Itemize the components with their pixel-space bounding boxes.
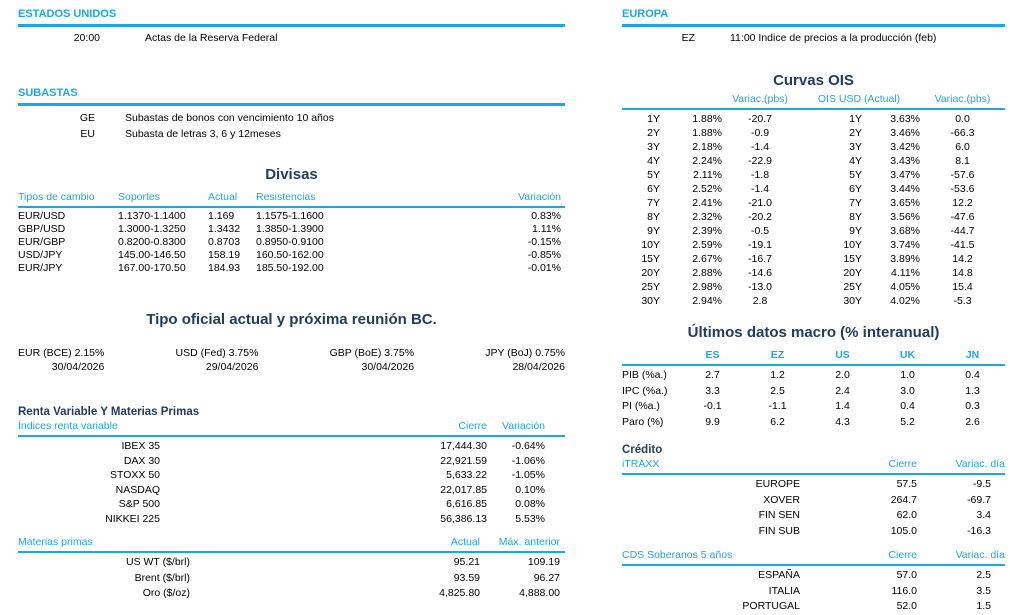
ois-variac-eur: -14.6 — [748, 267, 772, 279]
fx-resistencias: 1.3850-1.3900 — [256, 223, 324, 235]
divisas-row — [18, 236, 565, 249]
header-materias-primas: Materias primas — [18, 536, 93, 548]
fx-soportes: 0.8200-0.8300 — [118, 236, 186, 248]
macro-row — [622, 399, 1005, 415]
itraxx-row — [622, 477, 1005, 493]
ois-table — [622, 93, 1005, 308]
ois-rate-eur: 2.39% — [692, 225, 722, 237]
header-variac-pbs-eur: Variac.(pbs) — [732, 93, 788, 105]
ois-rate-usd: 4.05% — [890, 281, 920, 293]
ois-tenor-usd: 9Y — [849, 225, 862, 237]
ois-variac-eur: -0.5 — [750, 225, 770, 237]
macro-value: 0.4 — [965, 369, 980, 381]
section-title-estados-unidos: ESTADOS UNIDOS — [18, 8, 565, 27]
commodity-max: 4,888.00 — [519, 587, 560, 599]
ois-row — [622, 280, 1005, 294]
index-cierre: 22,921.59 — [440, 454, 487, 467]
ois-variac-eur: -16.7 — [748, 253, 772, 265]
fx-soportes: 1.3000-1.3250 — [118, 223, 186, 235]
ois-variac-usd: 12.2 — [952, 197, 973, 209]
ois-tenor-eur: 3Y — [647, 141, 660, 153]
macro-row — [622, 368, 1005, 384]
macro-value: 1.0 — [900, 369, 915, 381]
index-name: DAX 30 — [123, 454, 160, 467]
itraxx-cierre: 264.7 — [890, 493, 917, 506]
section-title-subastas: SUBASTAS — [18, 87, 565, 106]
ois-tenor-usd: 4Y — [849, 155, 862, 167]
ois-tenor-usd: 1Y — [849, 113, 862, 125]
ois-tenor-eur: 4Y — [647, 155, 660, 167]
credito-section-title: Crédito — [622, 444, 663, 456]
fx-actual: 1.3432 — [208, 223, 241, 235]
ois-variac-usd: -5.3 — [953, 295, 972, 307]
fx-resistencias: 0.8950-0.9100 — [256, 236, 324, 248]
macro-value: 3.3 — [705, 384, 720, 397]
header-us: US — [835, 349, 850, 361]
macro-value: 3.0 — [900, 384, 915, 397]
ois-variac-eur: -1.4 — [750, 141, 770, 153]
index-variacion: -1.05% — [511, 469, 545, 481]
macro-label: IPC (%a.) — [622, 384, 668, 397]
ois-rate-usd: 3.74% — [890, 239, 920, 251]
ois-tenor-eur: 25Y — [641, 281, 660, 293]
index-row — [18, 483, 565, 498]
ois-rate-eur: 2.11% — [693, 169, 722, 181]
cds-variac: 1.5 — [976, 600, 991, 612]
commodity-name: Oro ($/oz) — [142, 587, 190, 599]
header-cierre: Cierre — [888, 458, 917, 470]
ois-tenor-usd: 30Y — [843, 295, 862, 307]
ois-variac-usd: 14.8 — [952, 267, 973, 279]
commodity-max: 109.19 — [527, 556, 560, 568]
divisas-title: Divisas — [265, 166, 318, 183]
ois-rate-usd: 3.43% — [890, 155, 920, 167]
left-column — [18, 8, 565, 602]
commodity-actual: 4,825.80 — [439, 587, 480, 599]
fx-soportes: 167.00-170.50 — [118, 262, 186, 274]
ois-variac-eur: -13.0 — [748, 281, 772, 293]
materias-primas-table — [18, 536, 565, 602]
ois-variac-usd: -66.3 — [950, 127, 975, 139]
ois-variac-eur: -20.2 — [748, 211, 772, 223]
fx-actual: 158.19 — [208, 249, 241, 261]
ois-row — [622, 238, 1005, 252]
index-variacion: 0.10% — [515, 483, 545, 496]
tipo-item-gbp — [330, 346, 414, 374]
index-cierre: 6,616.85 — [446, 498, 487, 510]
tipo-label: JPY (BoJ) 0.75% — [485, 347, 565, 359]
ois-rate-eur: 2.41% — [692, 197, 722, 209]
fx-actual: 1.169 — [208, 210, 235, 222]
commodity-actual: 93.59 — [453, 571, 480, 584]
commodity-row — [18, 571, 565, 587]
ois-row — [622, 126, 1005, 140]
ois-rate-usd: 3.42% — [890, 141, 920, 153]
ois-rate-usd: 3.47% — [890, 169, 920, 181]
index-variacion: -0.64% — [511, 440, 545, 452]
event-text: Actas de la Reserva Federal — [145, 32, 278, 44]
ois-variac-usd: 6.0 — [955, 141, 970, 153]
ois-variac-eur: -21.0 — [748, 197, 772, 209]
cds-variac: 2.5 — [976, 569, 991, 581]
header-variac-dia: Variac. día — [955, 549, 1005, 561]
index-cierre: 22,017.85 — [440, 483, 487, 496]
index-name: NIKKEI 225 — [105, 512, 160, 525]
ois-row — [622, 224, 1005, 238]
index-variacion: -1.06% — [511, 454, 545, 467]
header-resistencias: Resistencias — [256, 191, 316, 203]
ois-tenor-eur: 15Y — [641, 253, 660, 265]
ois-rate-eur: 2.67% — [692, 253, 722, 265]
fx-pair: EUR/GBP — [18, 236, 66, 248]
ois-variac-eur: -19.1 — [748, 239, 772, 251]
header-cds-soberanos: CDS Soberanos 5 años — [622, 549, 733, 561]
cds-name: PORTUGAL — [742, 600, 800, 612]
ois-tenor-eur: 8Y — [647, 211, 660, 223]
itraxx-variac: 3.4 — [976, 509, 991, 521]
tipo-date: 30/04/2026 — [51, 361, 105, 373]
index-name: S&P 500 — [118, 498, 160, 510]
ois-rate-usd: 3.56% — [890, 211, 920, 223]
event-row — [622, 27, 1005, 46]
header-variacion: Variación — [502, 420, 545, 432]
ois-tenor-usd: 7Y — [849, 197, 862, 209]
tipo-oficial-row — [18, 346, 565, 374]
ois-tenor-usd: 10Y — [843, 239, 862, 251]
auction-text: Subastas de bonos con vencimiento 10 años — [125, 112, 334, 124]
divisas-row — [18, 210, 565, 223]
macro-header-row — [622, 349, 1005, 366]
cds-table — [622, 549, 1005, 615]
macro-value: -1.1 — [768, 400, 787, 412]
fx-pair: GBP/USD — [18, 223, 66, 235]
macro-value: 9.9 — [705, 415, 720, 428]
ois-rate-eur: 2.52% — [692, 183, 722, 195]
auction-code: GE — [79, 112, 95, 124]
divisas-row — [18, 249, 565, 262]
index-row — [18, 454, 565, 469]
ois-row — [622, 196, 1005, 210]
header-variac-dia: Variac. día — [955, 458, 1005, 470]
ois-variac-usd: 8.1 — [955, 155, 970, 167]
header-max-anterior: Máx. anterior — [498, 536, 560, 548]
macro-table — [622, 349, 1005, 430]
header-tipos-de-cambio: Tipos de cambio — [18, 191, 95, 203]
fx-resistencias: 1.1575-1.1600 — [256, 210, 324, 222]
header-es: ES — [705, 349, 720, 361]
tipo-item-eur — [18, 346, 104, 374]
fx-variacion: 1.11% — [532, 223, 561, 235]
indices-header-row — [18, 420, 565, 437]
ois-rate-usd: 3.89% — [890, 253, 920, 265]
ois-variac-eur: -1.8 — [750, 169, 770, 181]
ois-rate-usd: 4.11% — [891, 267, 920, 279]
ois-row — [622, 112, 1005, 126]
ois-variac-usd: -47.6 — [950, 211, 975, 223]
header-variac-pbs-usd: Variac.(pbs) — [934, 93, 991, 105]
macro-value: 5.2 — [900, 415, 915, 428]
ois-tenor-eur: 30Y — [641, 295, 660, 307]
commodity-max: 96.27 — [533, 571, 560, 584]
macro-value: 2.4 — [835, 384, 850, 397]
ois-row — [622, 210, 1005, 224]
index-name: IBEX 35 — [121, 440, 160, 452]
commodity-name: US WT ($/brl) — [126, 556, 190, 568]
ois-header-row — [622, 93, 1005, 110]
ois-tenor-usd: 15Y — [843, 253, 862, 265]
ois-rate-usd: 3.63% — [890, 113, 920, 125]
ois-tenor-usd: 8Y — [849, 211, 862, 223]
ois-row — [622, 168, 1005, 182]
ois-row — [622, 140, 1005, 154]
cds-name: ESPAÑA — [758, 569, 800, 581]
indices-table — [18, 420, 565, 526]
section-europa — [622, 8, 1005, 46]
ois-rate-eur: 2.94% — [692, 295, 722, 307]
ois-variac-eur: -0.9 — [750, 127, 770, 139]
macro-value: 1.3 — [965, 384, 980, 397]
macro-value: 4.3 — [835, 415, 850, 428]
index-row — [18, 468, 565, 483]
ois-rate-eur: 2.24% — [692, 155, 722, 167]
fx-variacion: -0.01% — [527, 262, 561, 274]
ois-rate-eur: 1.88% — [692, 113, 722, 125]
ois-variac-usd: -44.7 — [950, 225, 975, 237]
itraxx-row — [622, 508, 1005, 524]
renta-section-title: Renta Variable Y Materias Primas — [18, 406, 200, 418]
fx-resistencias: 160.50-162.00 — [256, 249, 324, 261]
fx-pair: EUR/JPY — [18, 262, 63, 274]
tipo-date: 30/04/2026 — [361, 361, 415, 373]
fx-variacion: -0.15% — [527, 236, 561, 248]
tipo-oficial-title: Tipo oficial actual y próxima reunión BC. — [146, 311, 437, 328]
header-indices-renta-variable: Índices renta variable — [18, 420, 118, 432]
ois-tenor-eur: 10Y — [641, 239, 660, 251]
ois-row — [622, 182, 1005, 196]
macro-value: 2.7 — [705, 369, 720, 381]
ois-rate-eur: 2.18% — [692, 141, 722, 153]
commodity-row — [18, 555, 565, 571]
ois-tenor-usd: 20Y — [843, 267, 862, 279]
cds-variac: 3.5 — [976, 584, 991, 597]
index-row — [18, 512, 565, 527]
itraxx-row — [622, 493, 1005, 509]
region-code: EZ — [681, 32, 695, 44]
ois-tenor-eur: 5Y — [647, 169, 660, 181]
tipo-date: 28/04/2026 — [512, 361, 565, 373]
header-actual: Actual — [208, 191, 238, 203]
section-title-europa: EUROPA — [622, 8, 1005, 27]
ois-rate-usd: 4.02% — [890, 295, 920, 307]
event-time: 20:00 — [73, 32, 100, 44]
fx-variacion: -0.85% — [527, 249, 561, 261]
tipo-item-jpy — [485, 346, 565, 374]
macro-row — [622, 415, 1005, 431]
index-variacion: 5.53% — [515, 512, 545, 525]
tipo-date: 29/04/2026 — [205, 361, 259, 373]
header-ez: EZ — [770, 349, 785, 361]
tipo-label: USD (Fed) 3.75% — [175, 347, 259, 359]
itraxx-cierre: 62.0 — [896, 509, 917, 521]
auction-row — [18, 110, 565, 126]
ois-rate-usd: 3.44% — [890, 183, 920, 195]
cds-cierre: 52.0 — [896, 600, 917, 612]
ois-rate-eur: 2.32% — [692, 211, 722, 223]
macro-label: PIB (%a.) — [622, 369, 667, 381]
section-estados-unidos — [18, 8, 565, 46]
itraxx-cierre: 105.0 — [890, 524, 917, 537]
macro-label: Paro (%) — [622, 415, 664, 428]
header-variacion: Variación — [518, 191, 561, 203]
commodity-actual: 95.21 — [453, 556, 480, 568]
fx-pair: EUR/USD — [18, 210, 66, 222]
macro-value: 2.6 — [965, 415, 980, 428]
ois-tenor-eur: 9Y — [647, 225, 660, 237]
auction-row — [18, 126, 565, 142]
itraxx-variac: -16.3 — [967, 524, 991, 537]
cds-row — [622, 584, 1005, 600]
auction-text: Subasta de letras 3, 6 y 12meses — [125, 128, 281, 140]
macro-value: 1.4 — [835, 400, 850, 412]
index-name: STOXX 50 — [110, 469, 160, 481]
fx-soportes: 145.00-146.50 — [118, 249, 186, 261]
divisas-row — [18, 262, 565, 275]
itraxx-name: FIN SEN — [758, 509, 800, 521]
macro-value: 1.2 — [770, 369, 785, 381]
materias-header-row — [18, 536, 565, 553]
ois-tenor-usd: 25Y — [843, 281, 862, 293]
header-soportes: Soportes — [118, 191, 161, 203]
cds-name: ITALIA — [768, 584, 800, 597]
itraxx-variac: -69.7 — [967, 493, 991, 506]
cds-cierre: 57.0 — [896, 569, 917, 581]
ois-variac-usd: -41.5 — [950, 239, 975, 251]
ois-tenor-eur: 7Y — [647, 197, 660, 209]
ois-row — [622, 294, 1005, 308]
tipo-label: GBP (BoE) 3.75% — [329, 347, 415, 359]
header-uk: UK — [899, 349, 916, 361]
index-name: NASDAQ — [115, 483, 160, 496]
ois-tenor-eur: 1Y — [647, 113, 660, 125]
divisas-row — [18, 223, 565, 236]
ois-variac-eur: -22.9 — [748, 155, 772, 167]
ois-variac-eur: 2.8 — [752, 295, 768, 307]
itraxx-name: XOVER — [763, 493, 800, 506]
index-cierre: 17,444.30 — [440, 440, 487, 452]
ois-row — [622, 252, 1005, 266]
right-column — [622, 8, 1005, 615]
ois-row — [622, 154, 1005, 168]
ois-rate-usd: 3.65% — [890, 197, 920, 209]
ois-variac-usd: -53.6 — [950, 183, 975, 195]
itraxx-name: EUROPE — [755, 478, 800, 490]
fx-actual: 184.93 — [208, 262, 241, 274]
ois-tenor-eur: 20Y — [641, 267, 660, 279]
ois-variac-eur: -1.4 — [750, 183, 770, 195]
itraxx-variac: -9.5 — [972, 478, 991, 490]
macro-label: PI (%a.) — [622, 400, 660, 412]
ois-tenor-usd: 2Y — [849, 127, 862, 139]
fx-pair: USD/JPY — [18, 249, 63, 261]
ois-variac-usd: 0.0 — [955, 113, 970, 125]
header-cierre: Cierre — [458, 420, 487, 432]
cds-cierre: 116.0 — [891, 584, 917, 597]
ois-tenor-eur: 6Y — [647, 183, 660, 195]
ois-variac-usd: 15.4 — [952, 281, 973, 293]
header-actual: Actual — [450, 536, 480, 548]
itraxx-cierre: 57.5 — [896, 478, 917, 490]
fx-variacion: 0.83% — [531, 210, 561, 222]
ois-rate-eur: 2.88% — [692, 267, 722, 279]
macro-value: -0.1 — [703, 400, 722, 412]
ois-tenor-usd: 5Y — [849, 169, 862, 181]
ois-row — [622, 266, 1005, 280]
fx-soportes: 1.1370-1.1400 — [118, 210, 186, 222]
ois-rate-usd: 3.46% — [890, 127, 920, 139]
cds-row — [622, 599, 1005, 615]
divisas-header-row — [18, 191, 565, 208]
itraxx-row — [622, 524, 1005, 540]
ois-title: Curvas OIS — [773, 72, 854, 89]
commodity-row — [18, 586, 565, 602]
macro-value: 2.0 — [835, 369, 850, 381]
ois-tenor-usd: 3Y — [849, 141, 862, 153]
ois-tenor-usd: 6Y — [849, 183, 862, 195]
itraxx-header-row — [622, 458, 1005, 475]
header-ois-usd-actual: OIS USD (Actual) — [817, 93, 901, 105]
tipo-label: EUR (BCE) 2.15% — [18, 347, 105, 359]
index-variacion: 0.08% — [515, 498, 545, 510]
macro-value: 0.3 — [965, 400, 980, 412]
fx-resistencias: 185.50-192.00 — [256, 262, 324, 274]
header-jn: JN — [965, 349, 980, 361]
ois-variac-usd: 14.2 — [952, 253, 973, 265]
section-subastas — [18, 87, 565, 142]
auction-code: EU — [80, 128, 95, 140]
macro-value: 0.4 — [900, 400, 915, 412]
commodity-name: Brent ($/brl) — [134, 571, 190, 584]
cds-header-row — [622, 549, 1005, 566]
divisas-table — [18, 191, 565, 275]
tipo-item-usd — [176, 346, 259, 374]
ois-rate-eur: 1.88% — [692, 127, 722, 139]
index-row — [18, 497, 565, 512]
cds-row — [622, 568, 1005, 584]
ois-rate-eur: 2.98% — [692, 281, 722, 293]
itraxx-table — [622, 458, 1005, 539]
index-cierre: 56,386.13 — [440, 512, 487, 525]
fx-actual: 0.8703 — [208, 236, 241, 248]
event-text: 11:00 Indice de precios a la producción (feb) — [730, 32, 937, 44]
ois-variac-eur: -20.7 — [748, 113, 772, 125]
header-cierre: Cierre — [888, 549, 917, 561]
macro-value: 6.2 — [770, 415, 785, 428]
ois-tenor-eur: 2Y — [647, 127, 660, 139]
index-row — [18, 439, 565, 454]
event-row — [18, 27, 565, 46]
ois-rate-usd: 3.68% — [890, 225, 920, 237]
itraxx-name: FIN SUB — [758, 524, 800, 537]
macro-row — [622, 384, 1005, 400]
ois-rate-eur: 2.59% — [692, 239, 722, 251]
header-itraxx: iTRAXX — [622, 458, 660, 470]
macro-title: Últimos datos macro (% interanual) — [687, 324, 940, 341]
ois-variac-usd: -57.6 — [950, 169, 975, 181]
index-cierre: 5,633.22 — [446, 469, 487, 481]
macro-value: 2.5 — [770, 384, 785, 397]
